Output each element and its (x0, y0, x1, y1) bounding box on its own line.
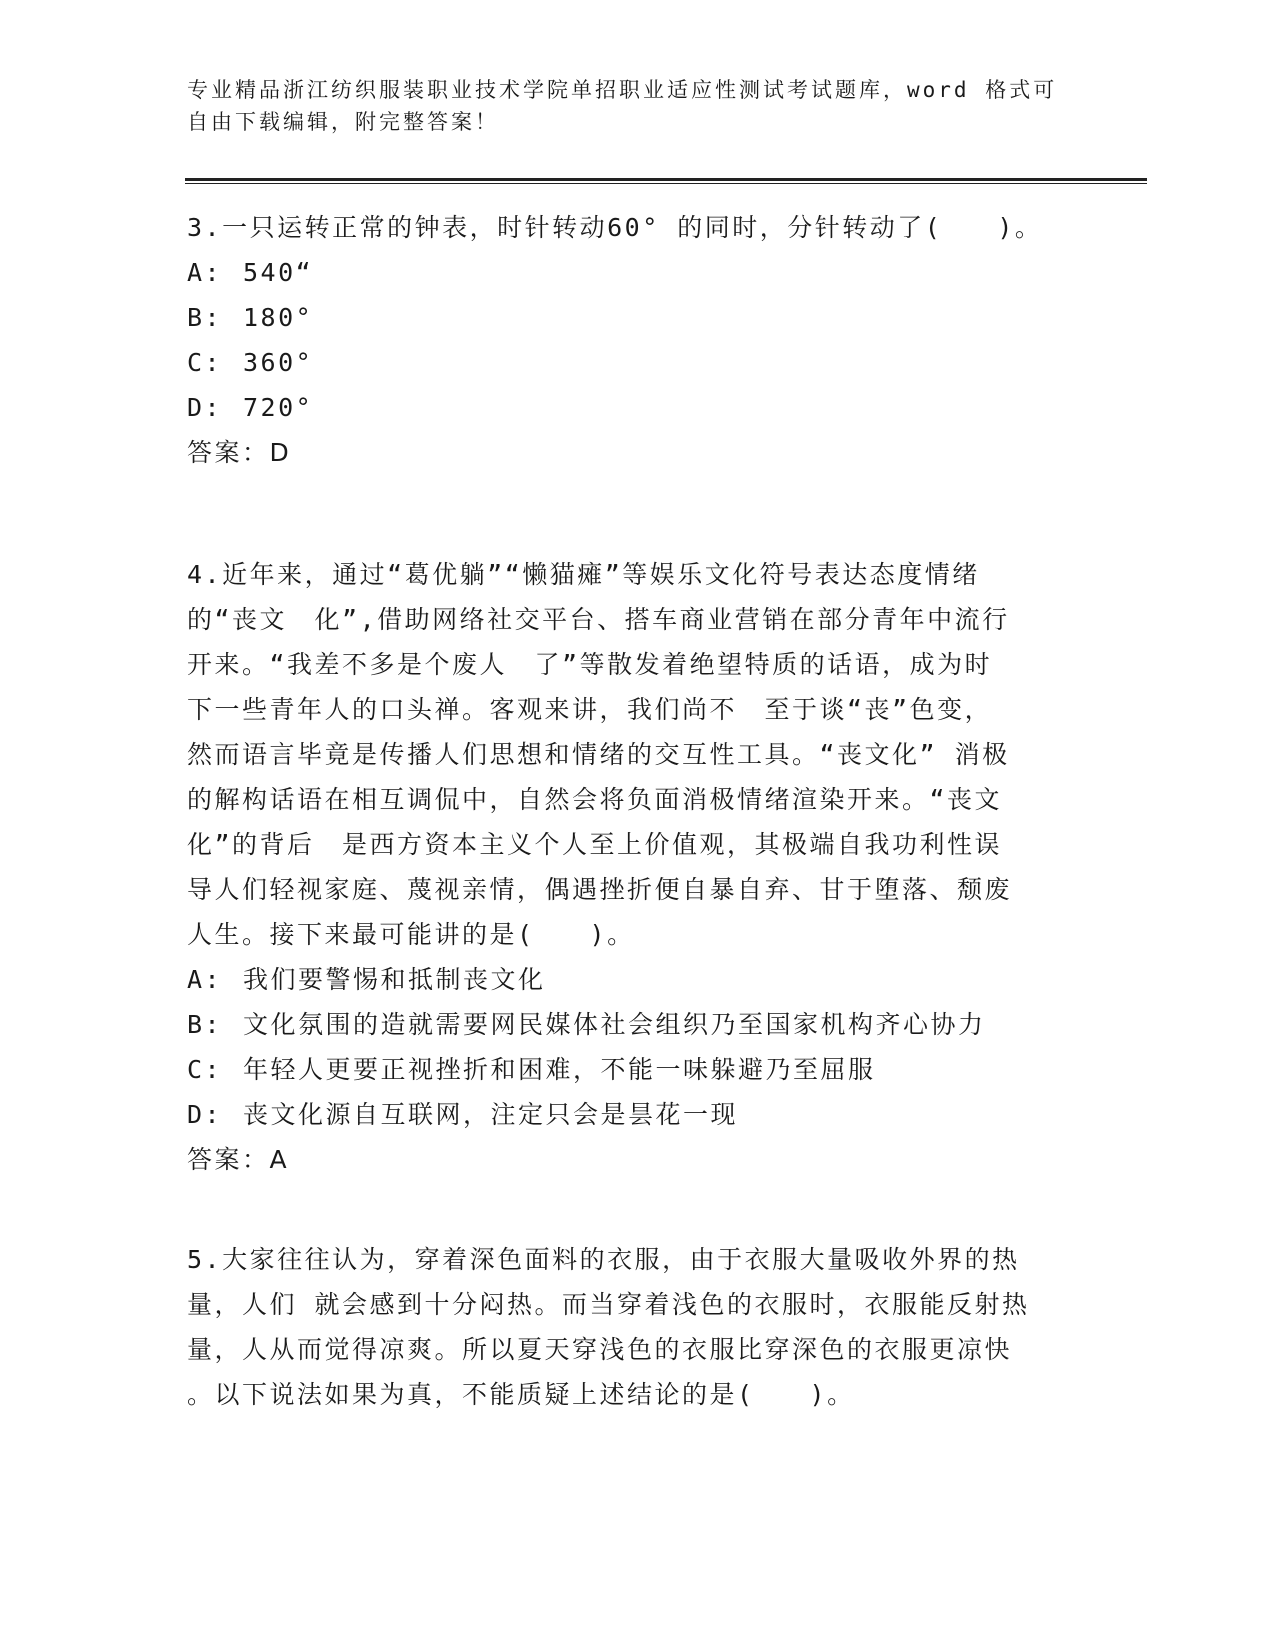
option-text: 360° (243, 348, 314, 377)
option-letter: A: (187, 965, 223, 994)
header-divider-thin (185, 183, 1147, 184)
question-stem-line: 量，人从而觉得凉爽。所以夏天穿浅色的衣服比穿深色的衣服更凉快 (187, 1335, 1013, 1364)
question-stem-line: 4.近年来，通过“葛优躺”“懒猫瘫”等娱乐文化符号表达态度情绪 (187, 560, 980, 589)
option-letter: B: (187, 303, 223, 332)
option-letter: D: (187, 393, 223, 422)
option-letter: A: (187, 258, 223, 287)
option-b (187, 295, 1042, 340)
option-text: 720° (243, 393, 314, 422)
question-stem: 3.一只运转正常的钟表，时针转动60° 的同时，分针转动了( )。 (187, 213, 1043, 242)
question-stem-line: 。以下说法如果为真，不能质疑上述结论的是( )。 (187, 1380, 855, 1409)
option-a (187, 250, 1042, 295)
question-stem-line: 的解构话语在相互调侃中，自然会将负面消极情绪渲染开来。“丧文 (187, 785, 1003, 814)
question-stem-line: 导人们轻视家庭、蔑视亲情，偶遇挫折便自暴自弃、甘于堕落、颓废 (187, 875, 1013, 904)
header-divider-thick (185, 178, 1147, 181)
question-5 (187, 1237, 1030, 1417)
answer-line: 答案：D (187, 438, 292, 467)
option-text: 年轻人更要正视挫折和困难，不能一味躲避乃至屈服 (243, 1055, 876, 1084)
question-stem-line: 开来。“我差不多是个废人 了”等散发着绝望特质的话语，成为时 (187, 650, 993, 679)
option-d (187, 1092, 1012, 1137)
option-c (187, 1047, 1012, 1092)
question-stem-line: 下一些青年人的口头禅。客观来讲，我们尚不 至于谈“丧”色变， (187, 695, 993, 724)
question-stem-line: 化”的背后 是西方资本主义个人至上价值观，其极端自我功利性误 (187, 830, 1003, 859)
question-stem-line: 然而语言毕竟是传播人们思想和情绪的交互性工具。“丧文化” 消极 (187, 740, 1010, 769)
option-d (187, 385, 1042, 430)
question-stem-line: 人生。接下来最可能讲的是( )。 (187, 920, 635, 949)
question-stem-line: 量，人们 就会感到十分闷热。而当穿着浅色的衣服时，衣服能反射热 (187, 1290, 1030, 1319)
option-text: 180° (243, 303, 314, 332)
question-stem-line: 5.大家往往认为，穿着深色面料的衣服，由于衣服大量吸收外界的热 (187, 1245, 1020, 1274)
answer-line: 答案：A (187, 1145, 290, 1174)
option-a (187, 957, 1012, 1002)
option-b (187, 1002, 1012, 1047)
option-text: 540“ (243, 258, 314, 287)
question-4 (187, 552, 1012, 1182)
option-text: 文化氛围的造就需要网民媒体社会组织乃至国家机构齐心协力 (243, 1010, 986, 1039)
option-letter: D: (187, 1100, 223, 1129)
header-line: 自由下载编辑，附完整答案！ (187, 110, 499, 134)
option-text: 丧文化源自互联网，注定只会是昙花一现 (243, 1100, 739, 1129)
option-c (187, 340, 1042, 385)
option-text: 我们要警惕和抵制丧文化 (243, 965, 546, 994)
option-letter: C: (187, 348, 223, 377)
page-header (187, 74, 1087, 138)
question-3 (187, 205, 1042, 475)
option-letter: C: (187, 1055, 223, 1084)
header-line: 专业精品浙江纺织服装职业技术学院单招职业适应性测试考试题库，word 格式可 (187, 78, 1058, 102)
question-stem-line: 的“丧文 化”,借助网络社交平台、搭车商业营销在部分青年中流行 (187, 605, 1010, 634)
option-letter: B: (187, 1010, 223, 1039)
